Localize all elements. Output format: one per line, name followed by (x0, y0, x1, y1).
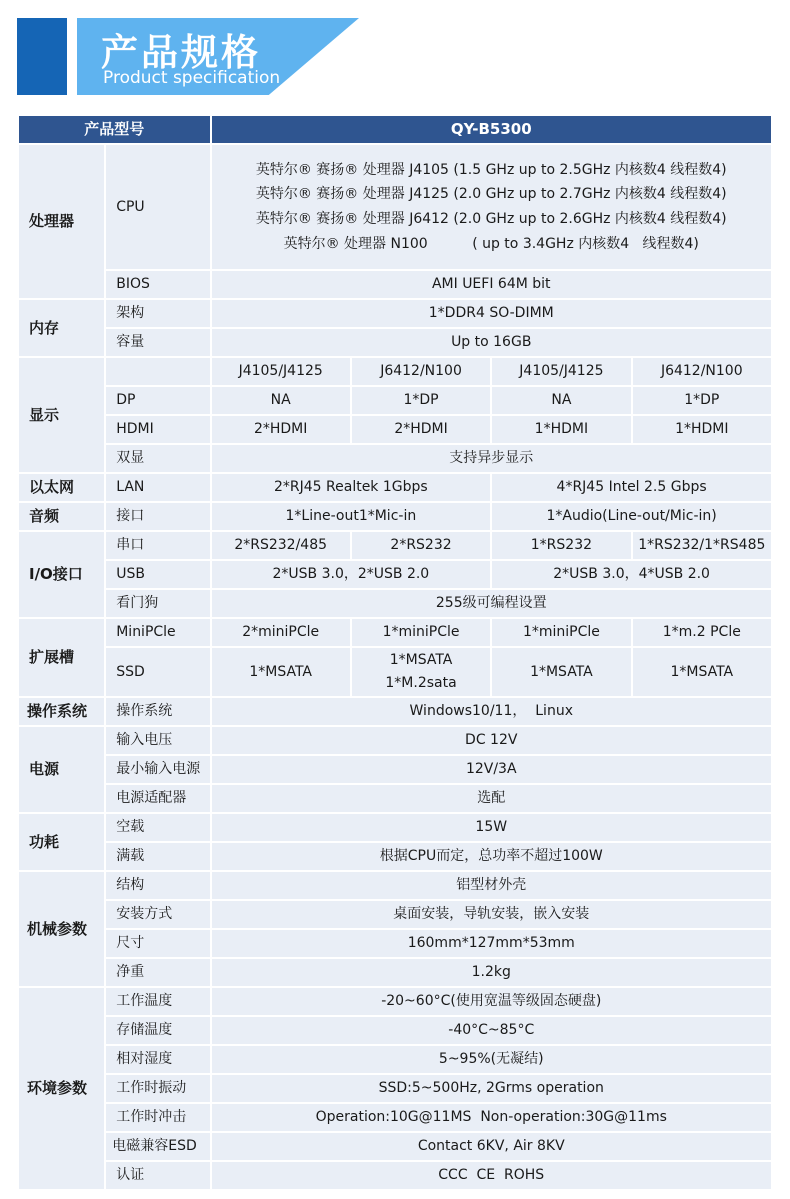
table-row (19, 329, 771, 356)
serial-label: 串口 (106, 532, 209, 559)
minipcie-value: 2*miniPCle (212, 619, 350, 646)
os-value: Windows10/11， Linux (212, 698, 772, 725)
table-row (19, 358, 771, 385)
storage-temp-label: 存储温度 (106, 1017, 209, 1044)
table-row (19, 1046, 771, 1073)
memory-cap-value: Up to 16GB (212, 329, 772, 356)
serial-value: 1*RS232/1*RS485 (633, 532, 771, 559)
table-row (19, 416, 771, 443)
serial-value: 2*RS232 (352, 532, 490, 559)
table-row (19, 756, 771, 783)
full-load-label: 满载 (106, 843, 209, 870)
vibration-label: 工作时振动 (106, 1075, 209, 1102)
table-row (19, 1104, 771, 1131)
usb-label: USB (106, 561, 209, 588)
category-ethernet: 以太网 (19, 474, 104, 501)
cpu-label: CPU (106, 145, 209, 269)
hdmi-value: 2*HDMI (212, 416, 350, 443)
table-row (19, 590, 771, 617)
minipcie-label: MiniPCle (106, 619, 209, 646)
table-row (19, 300, 771, 327)
dp-value: NA (492, 387, 630, 414)
page-title: 产品规格 (101, 31, 261, 74)
idle-value: 15W (212, 814, 772, 841)
dp-value: 1*DP (352, 387, 490, 414)
os-label: 操作系统 (106, 698, 209, 725)
bios-value: AMI UEFI 64M bit (212, 271, 772, 298)
lan-value: 2*RJ45 Realtek 1Gbps (212, 474, 491, 501)
minipcie-value: 1*miniPCle (492, 619, 630, 646)
watchdog-label: 看门狗 (106, 590, 209, 617)
hdmi-value: 2*HDMI (352, 416, 490, 443)
model-value: QY-B5300 (212, 116, 772, 143)
table-row (19, 843, 771, 870)
category-environment: 环境参数 (19, 988, 104, 1189)
usb-value: 2*USB 3.0，4*USB 2.0 (492, 561, 771, 588)
table-row (19, 901, 771, 928)
display-model: J6412/N100 (633, 358, 771, 385)
category-mechanical: 机械参数 (19, 872, 104, 986)
serial-value: 2*RS232/485 (212, 532, 350, 559)
dual-display-label: 双显 (106, 445, 209, 472)
table-row (19, 988, 771, 1015)
table-row (19, 959, 771, 986)
size-value: 160mm*127mm*53mm (212, 930, 772, 957)
ssd-value: 1*MSATA (633, 648, 771, 696)
table-row (19, 561, 771, 588)
page-subtitle: Product specification (103, 68, 281, 88)
min-power-value: 12V/3A (212, 756, 772, 783)
table-row (19, 1075, 771, 1102)
table-row (19, 145, 771, 269)
shock-value: Operation:10G@11MS Non-operation:30G@11ms (212, 1104, 772, 1131)
watchdog-value: 255级可编程设置 (212, 590, 772, 617)
hdmi-value: 1*HDMI (633, 416, 771, 443)
table-row (19, 930, 771, 957)
table-row (19, 1017, 771, 1044)
op-temp-value: -20~60°C(使用宽温等级固态硬盘) (212, 988, 772, 1015)
adapter-value: 选配 (212, 785, 772, 812)
hdmi-label: HDMI (106, 416, 209, 443)
humidity-label: 相对湿度 (106, 1046, 209, 1073)
hdmi-value: 1*HDMI (492, 416, 630, 443)
cpu-line: 英特尔® 赛扬® 处理器 J4125 (2.0 GHz up to 2.7GHz 内核数4 线程数4) (255, 186, 727, 203)
table-row (19, 814, 771, 841)
memory-arch-value: 1*DDR4 SO-DIMM (212, 300, 772, 327)
shock-label: 工作时冲击 (106, 1104, 209, 1131)
table-row (19, 785, 771, 812)
header-dark-block (17, 18, 67, 95)
structure-value: 铝型材外壳 (212, 872, 772, 899)
table-row (19, 872, 771, 899)
dp-value: 1*DP (633, 387, 771, 414)
category-processor: 处理器 (19, 145, 104, 298)
ssd-value: 1*MSATA (212, 648, 350, 696)
table-row (19, 474, 771, 501)
weight-label: 净重 (106, 959, 209, 986)
serial-value: 1*RS232 (492, 532, 630, 559)
category-expansion: 扩展槽 (19, 619, 104, 696)
table-row (19, 445, 771, 472)
table-row (19, 1133, 771, 1160)
table-row (19, 727, 771, 754)
memory-arch-label: 架构 (106, 300, 209, 327)
cpu-line: 英特尔® 赛扬® 处理器 J4105 (1.5 GHz up to 2.5GHz 内核数4 线程数4) (255, 161, 727, 178)
cpu-line: 英特尔® 赛扬® 处理器 J6412 (2.0 GHz up to 2.6GHz 内核数4 线程数4) (255, 211, 727, 227)
humidity-value: 5~95%(无凝结) (212, 1046, 772, 1073)
adapter-label: 电源适配器 (106, 785, 209, 812)
category-power: 电源 (19, 727, 104, 812)
certification-label: 认证 (106, 1162, 209, 1189)
emc-label: 电磁兼容ESD (106, 1133, 209, 1160)
display-model: J4105/J4125 (212, 358, 350, 385)
minipcie-value: 1*miniPCle (352, 619, 490, 646)
display-model-label (106, 358, 209, 385)
category-consumption: 功耗 (19, 814, 104, 870)
size-label: 尺寸 (106, 930, 209, 957)
lan-value: 4*RJ45 Intel 2.5 Gbps (492, 474, 771, 501)
mounting-value: 桌面安装，导轨安装，嵌入安装 (212, 901, 772, 928)
minipcie-value: 1*m.2 PCle (633, 619, 771, 646)
model-label: 产品型号 (19, 116, 210, 143)
table-row (19, 532, 771, 559)
table-row (19, 503, 771, 530)
emc-value: Contact 6KV, Air 8KV (212, 1133, 772, 1160)
table-row (19, 648, 771, 696)
spec-table (17, 114, 773, 1191)
cpu-line: 英特尔® 处理器 N100 ( up to 3.4GHz 内核数4 线程数4) (283, 235, 699, 252)
table-header-row (19, 116, 771, 143)
audio-value: 1*Audio(Line-out/Mic-in) (492, 503, 771, 530)
idle-label: 空载 (106, 814, 209, 841)
vibration-value: SSD:5~500Hz, 2Grms operation (212, 1075, 772, 1102)
lan-label: LAN (106, 474, 209, 501)
ssd-line: 1*MSATA (389, 652, 453, 668)
certification-value: CCC CE ROHS (212, 1162, 772, 1189)
ssd-line: 1*M.2sata (385, 675, 457, 691)
ssd-value (352, 648, 490, 696)
structure-label: 结构 (106, 872, 209, 899)
table-row (19, 619, 771, 646)
audio-label: 接口 (106, 503, 209, 530)
table-row (19, 387, 771, 414)
ssd-label: SSD (106, 648, 209, 696)
op-temp-label: 工作温度 (106, 988, 209, 1015)
mounting-label: 安装方式 (106, 901, 209, 928)
category-os: 操作系统 (19, 698, 104, 725)
memory-cap-label: 容量 (106, 329, 209, 356)
display-model: J4105/J4125 (492, 358, 630, 385)
audio-value: 1*Line-out1*Mic-in (212, 503, 491, 530)
dp-label: DP (106, 387, 209, 414)
category-display: 显示 (19, 358, 104, 472)
table-row (19, 698, 771, 725)
category-audio: 音频 (19, 503, 104, 530)
category-memory: 内存 (19, 300, 104, 356)
category-io: I/O接口 (19, 532, 104, 617)
min-power-label: 最小输入电源 (106, 756, 209, 783)
input-voltage-value: DC 12V (212, 727, 772, 754)
table-row (19, 271, 771, 298)
ssd-value: 1*MSATA (492, 648, 630, 696)
storage-temp-value: -40°C~85°C (212, 1017, 772, 1044)
full-load-value: 根据CPU而定，总功率不超过100W (212, 843, 772, 870)
input-voltage-label: 输入电压 (106, 727, 209, 754)
dual-display-value: 支持异步显示 (212, 445, 772, 472)
table-row (19, 1162, 771, 1189)
display-model: J6412/N100 (352, 358, 490, 385)
usb-value: 2*USB 3.0，2*USB 2.0 (212, 561, 491, 588)
cpu-value (212, 145, 772, 269)
bios-label: BIOS (106, 271, 209, 298)
weight-value: 1.2kg (212, 959, 772, 986)
dp-value: NA (212, 387, 350, 414)
